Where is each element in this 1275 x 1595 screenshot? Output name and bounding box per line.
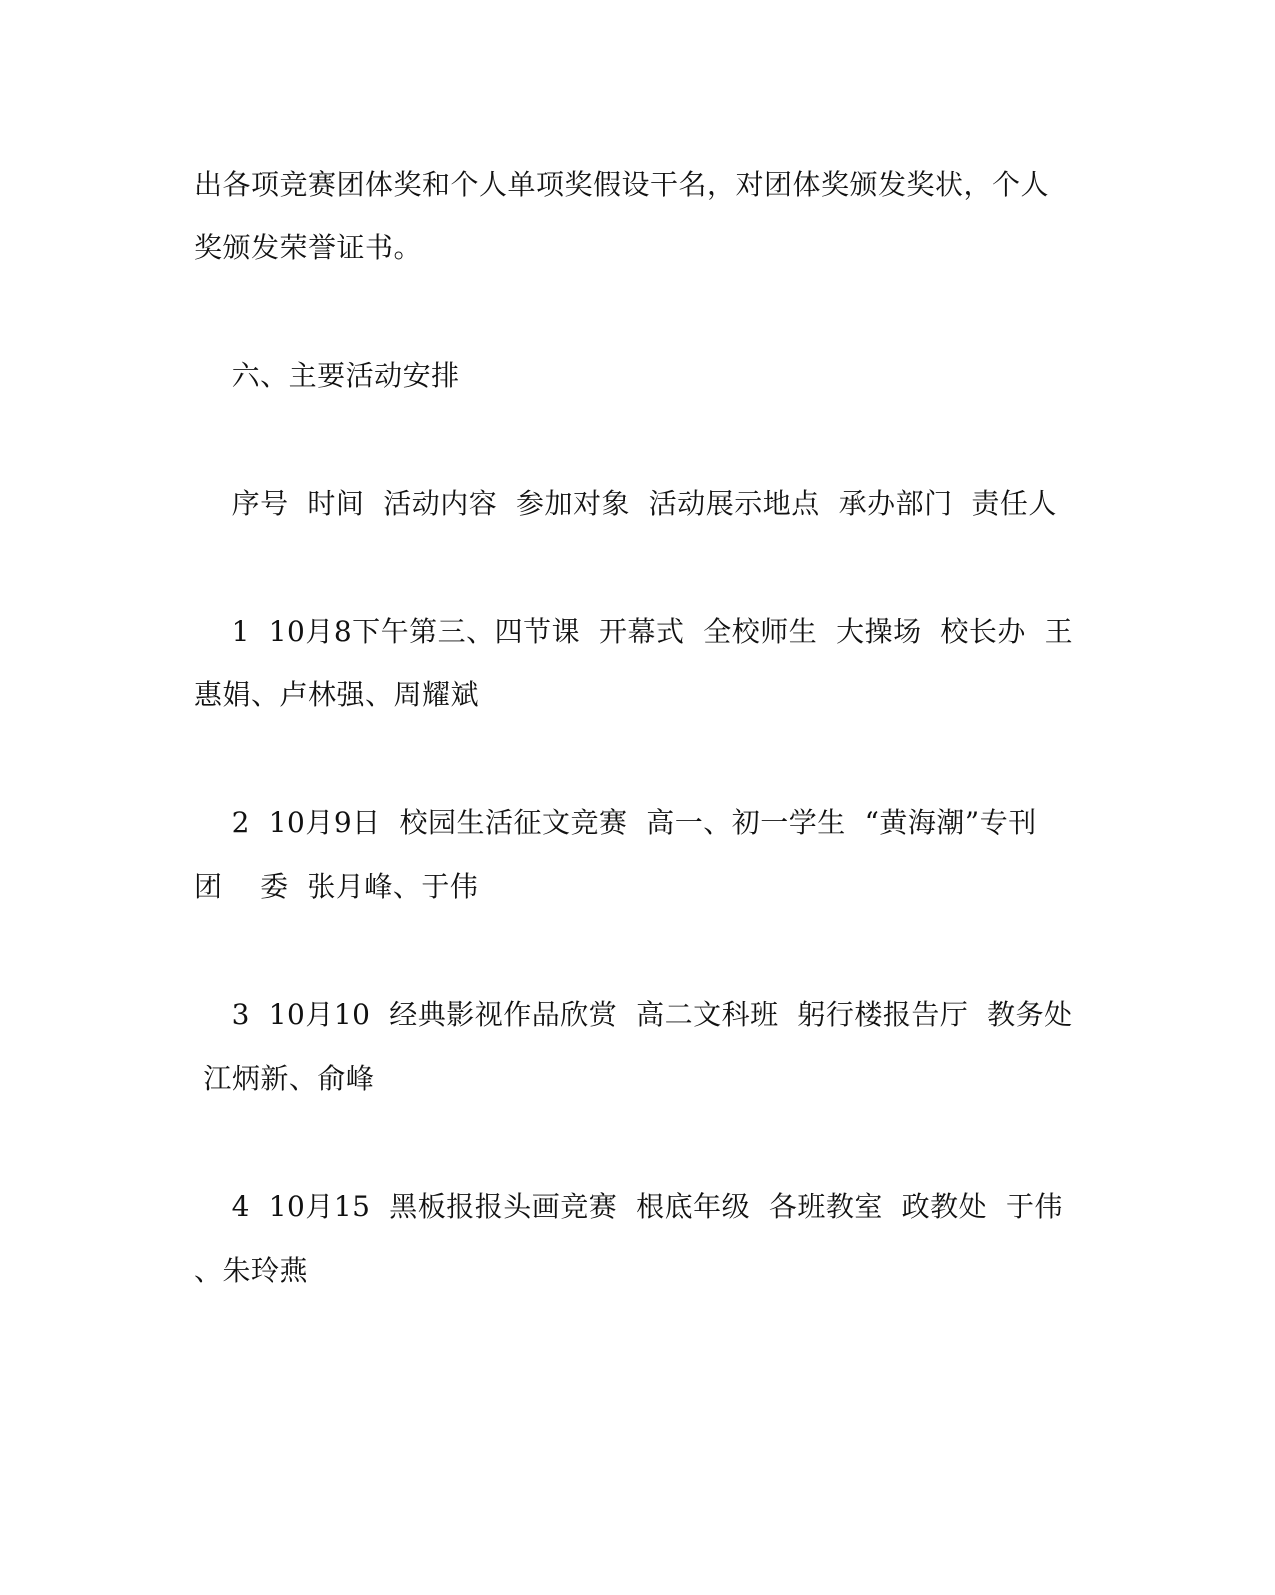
activity-row-2-line-2: 团 委 张月峰、于伟 [194, 870, 479, 903]
activity-row-2-line-1: 2 10月9日 校园生活征文竞赛 高一、初一学生 “黄海潮”专刊 [194, 806, 1037, 839]
paragraph-awards-line-2: 奖颁发荣誉证书。 [194, 231, 423, 264]
activity-row-4-line-1: 4 10月15 黑板报报头画竞赛 根底年级 各班教室 政教处 于伟 [194, 1190, 1063, 1223]
section-heading: 六、主要活动安排 [194, 359, 460, 392]
table-header-row: 序号 时间 活动内容 参加对象 活动展示地点 承办部门 责任人 [194, 487, 1057, 520]
activity-row-3-line-1: 3 10月10 经典影视作品欣赏 高二文科班 躬行楼报告厅 教务处 [194, 998, 1073, 1031]
activity-row-1-line-2: 惠娟、卢林强、周耀斌 [194, 678, 480, 711]
activity-row-1-line-1: 1 10月8下午第三、四节课 开幕式 全校师生 大操场 校长办 王 [194, 615, 1074, 648]
activity-row-4-line-2: 、朱玲燕 [194, 1254, 309, 1287]
activity-row-3-line-2: 江炳新、俞峰 [194, 1062, 375, 1095]
paragraph-awards-line-1: 出各项竞赛团体奖和个人单项奖假设干名，对团体奖颁发奖状，个人 [194, 168, 1050, 201]
